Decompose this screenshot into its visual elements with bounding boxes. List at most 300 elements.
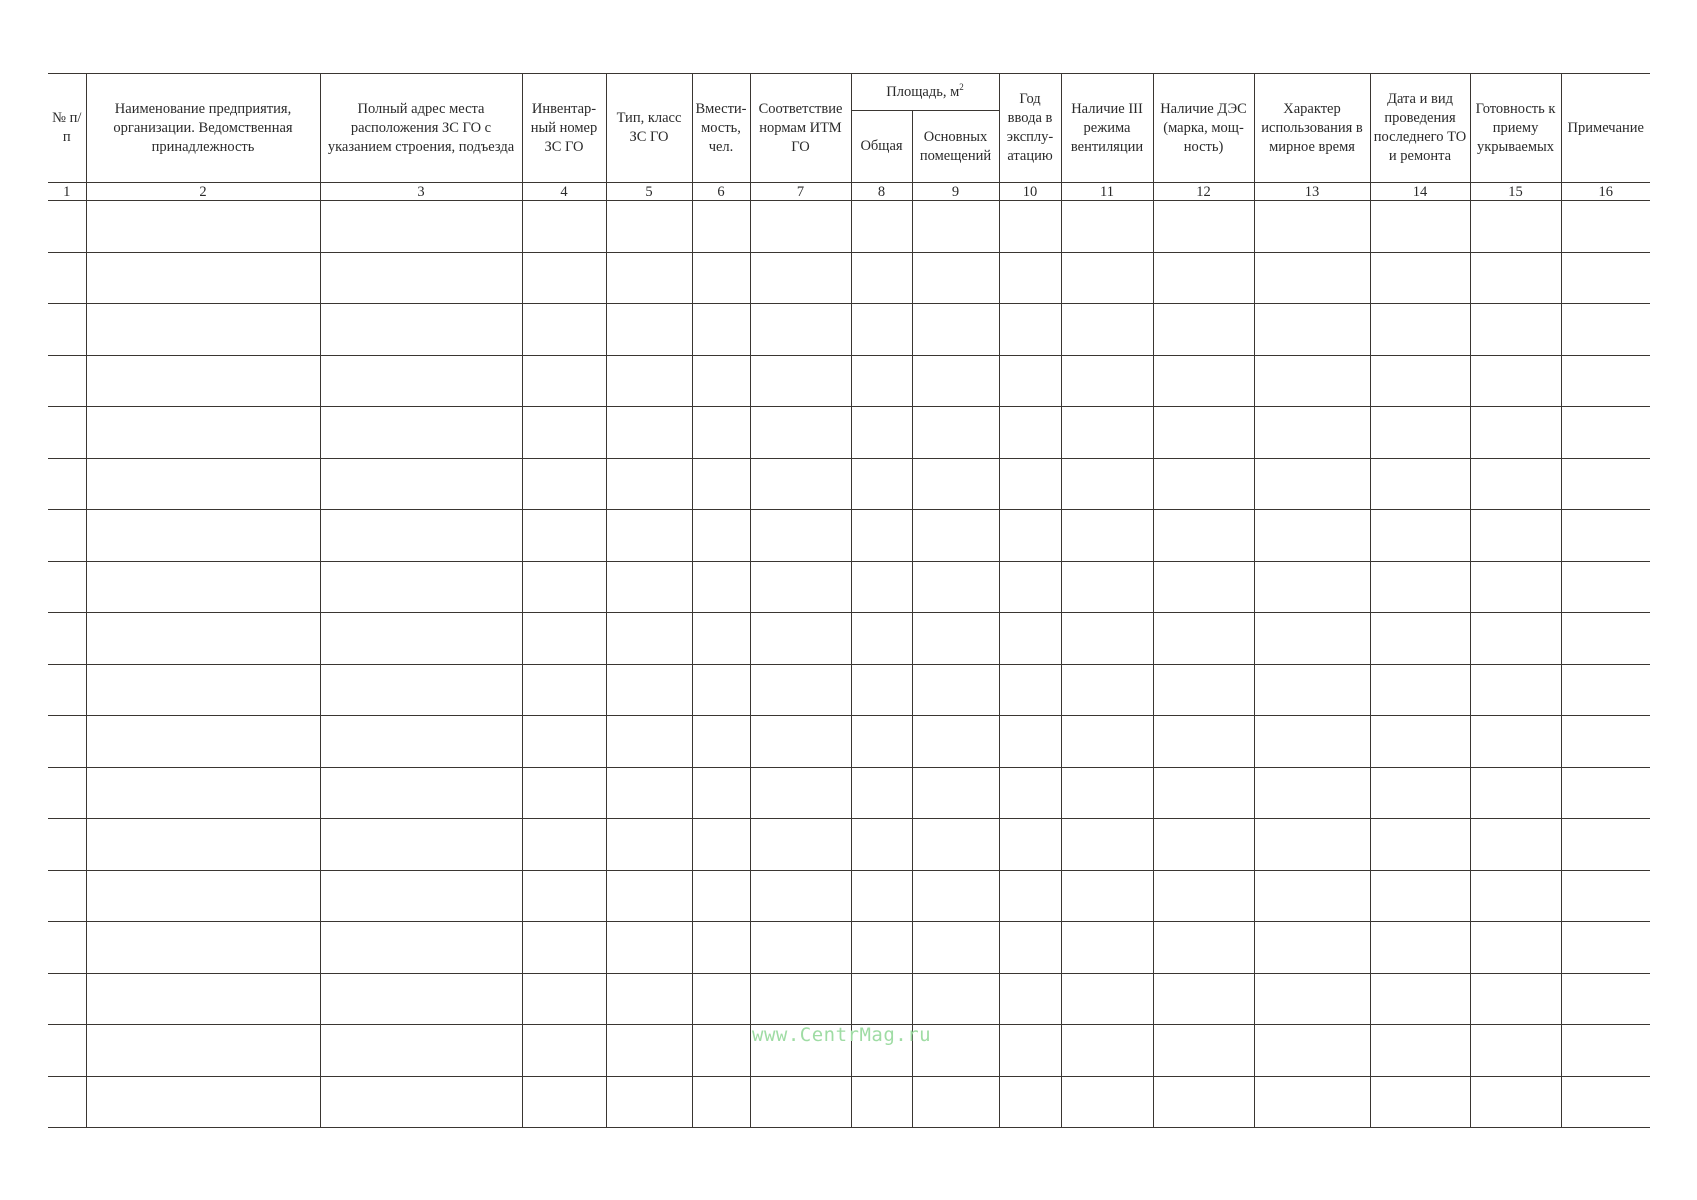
empty-cell[interactable] [1470,716,1561,768]
empty-cell[interactable] [320,407,522,459]
empty-cell[interactable] [48,819,86,871]
empty-cell[interactable] [86,304,320,356]
empty-cell[interactable] [48,922,86,974]
empty-cell[interactable] [750,355,851,407]
empty-cell[interactable] [320,510,522,562]
empty-cell[interactable] [86,201,320,253]
empty-cell[interactable] [1561,973,1650,1025]
empty-cell[interactable] [999,1076,1061,1128]
empty-cell[interactable] [522,767,606,819]
empty-cell[interactable] [1370,767,1470,819]
column-number: 13 [1254,183,1370,201]
empty-cell[interactable] [606,664,692,716]
empty-cell[interactable] [851,304,912,356]
empty-cell[interactable] [851,510,912,562]
empty-cell[interactable] [1370,922,1470,974]
empty-cell[interactable] [912,716,999,768]
empty-cell[interactable] [86,407,320,459]
empty-cell[interactable] [692,613,750,665]
empty-cell[interactable] [750,1076,851,1128]
empty-cell[interactable] [48,1025,86,1077]
empty-cell[interactable] [1561,870,1650,922]
empty-cell[interactable] [1370,201,1470,253]
empty-cell[interactable] [750,407,851,459]
empty-cell[interactable] [999,973,1061,1025]
empty-cell[interactable] [912,201,999,253]
empty-cell[interactable] [1370,458,1470,510]
empty-cell[interactable] [1561,510,1650,562]
empty-cell[interactable] [522,304,606,356]
shelter-register-table [48,73,1650,1128]
empty-cell[interactable] [606,355,692,407]
empty-cell[interactable] [1153,304,1254,356]
empty-cell[interactable] [1153,716,1254,768]
empty-cell[interactable] [912,510,999,562]
empty-cell[interactable] [606,458,692,510]
empty-cell[interactable] [1470,870,1561,922]
empty-cell[interactable] [1254,716,1370,768]
empty-cell[interactable] [692,407,750,459]
empty-cell[interactable] [692,304,750,356]
empty-cell[interactable] [606,819,692,871]
empty-cell[interactable] [522,973,606,1025]
empty-cell[interactable] [522,510,606,562]
empty-cell[interactable] [1254,767,1370,819]
table-row [48,510,1650,562]
empty-cell[interactable] [1561,561,1650,613]
empty-cell[interactable] [1561,1025,1650,1077]
empty-cell[interactable] [86,458,320,510]
empty-cell[interactable] [48,1076,86,1128]
empty-cell[interactable] [1254,1025,1370,1077]
empty-cell[interactable] [606,613,692,665]
empty-cell[interactable] [692,201,750,253]
empty-cell[interactable] [1061,767,1153,819]
empty-cell[interactable] [1254,561,1370,613]
empty-cell[interactable] [1370,1025,1470,1077]
empty-cell[interactable] [1561,613,1650,665]
empty-cell[interactable] [1153,561,1254,613]
column-number: 4 [522,183,606,201]
empty-cell[interactable] [48,767,86,819]
empty-cell[interactable] [1061,664,1153,716]
empty-cell[interactable] [692,973,750,1025]
empty-cell[interactable] [851,407,912,459]
empty-cell[interactable] [320,304,522,356]
empty-cell[interactable] [692,252,750,304]
empty-cell[interactable] [692,716,750,768]
empty-cell[interactable] [851,664,912,716]
empty-cell[interactable] [1061,407,1153,459]
empty-cell[interactable] [912,613,999,665]
column-number: 1 [48,183,86,201]
empty-cell[interactable] [1561,458,1650,510]
empty-cell[interactable] [86,561,320,613]
empty-cell[interactable] [606,304,692,356]
empty-cell[interactable] [851,767,912,819]
empty-cell[interactable] [1561,355,1650,407]
column-number: 2 [86,183,320,201]
empty-cell[interactable] [851,201,912,253]
empty-cell[interactable] [48,664,86,716]
empty-cell[interactable] [1470,973,1561,1025]
empty-cell[interactable] [1470,407,1561,459]
empty-cell[interactable] [1254,201,1370,253]
empty-cell[interactable] [1370,664,1470,716]
empty-cell[interactable] [1470,304,1561,356]
empty-cell[interactable] [1061,510,1153,562]
empty-cell[interactable] [48,510,86,562]
empty-cell[interactable] [1061,201,1153,253]
empty-cell[interactable] [320,252,522,304]
empty-cell[interactable] [851,819,912,871]
empty-cell[interactable] [1153,458,1254,510]
empty-cell[interactable] [750,304,851,356]
empty-cell[interactable] [1470,252,1561,304]
empty-cell[interactable] [692,819,750,871]
empty-cell[interactable] [1254,819,1370,871]
empty-cell[interactable] [999,201,1061,253]
empty-cell[interactable] [1561,304,1650,356]
empty-cell[interactable] [1254,458,1370,510]
empty-cell[interactable] [1254,613,1370,665]
empty-cell[interactable] [1153,201,1254,253]
header-area-group [851,74,999,111]
empty-cell[interactable] [1254,922,1370,974]
empty-cell[interactable] [1061,922,1153,974]
empty-cell[interactable] [522,870,606,922]
empty-cell[interactable] [1470,458,1561,510]
empty-cell[interactable] [851,716,912,768]
empty-cell[interactable] [912,561,999,613]
empty-cell[interactable] [1561,201,1650,253]
empty-cell[interactable] [912,355,999,407]
empty-cell[interactable] [320,767,522,819]
empty-cell[interactable] [1470,922,1561,974]
empty-cell[interactable] [1061,870,1153,922]
table-row [48,407,1650,459]
empty-cell[interactable] [522,561,606,613]
empty-cell[interactable] [999,304,1061,356]
empty-cell[interactable] [86,1025,320,1077]
empty-cell[interactable] [606,1076,692,1128]
empty-cell[interactable] [750,819,851,871]
empty-cell[interactable] [1470,561,1561,613]
empty-cell[interactable] [1470,819,1561,871]
empty-cell[interactable] [1370,304,1470,356]
empty-cell[interactable] [851,870,912,922]
empty-cell[interactable] [522,664,606,716]
empty-cell[interactable] [1061,973,1153,1025]
empty-cell[interactable] [48,201,86,253]
empty-cell[interactable] [1153,407,1254,459]
empty-cell[interactable] [1254,304,1370,356]
column-number: 14 [1370,183,1470,201]
empty-cell[interactable] [999,1025,1061,1077]
empty-cell[interactable] [320,1076,522,1128]
empty-cell[interactable] [692,767,750,819]
empty-cell[interactable] [692,355,750,407]
empty-cell[interactable] [48,407,86,459]
empty-cell[interactable] [522,922,606,974]
empty-cell[interactable] [320,870,522,922]
empty-cell[interactable] [851,973,912,1025]
empty-cell[interactable] [1470,1025,1561,1077]
empty-cell[interactable] [1561,716,1650,768]
empty-cell[interactable] [1370,1076,1470,1128]
empty-cell[interactable] [692,561,750,613]
empty-cell[interactable] [1254,510,1370,562]
empty-cell[interactable] [1561,1076,1650,1128]
empty-cell[interactable] [999,252,1061,304]
header-note: Примечание [1561,74,1650,183]
empty-cell[interactable] [912,922,999,974]
empty-cell[interactable] [999,922,1061,974]
empty-cell[interactable] [851,561,912,613]
empty-cell[interactable] [1370,561,1470,613]
empty-cell[interactable] [86,973,320,1025]
empty-cell[interactable] [48,252,86,304]
empty-cell[interactable] [86,870,320,922]
empty-cell[interactable] [912,819,999,871]
empty-cell[interactable] [912,407,999,459]
empty-cell[interactable] [750,922,851,974]
empty-cell[interactable] [86,613,320,665]
empty-cell[interactable] [606,870,692,922]
empty-cell[interactable] [999,716,1061,768]
empty-cell[interactable] [999,819,1061,871]
empty-cell[interactable] [320,973,522,1025]
empty-cell[interactable] [48,613,86,665]
empty-cell[interactable] [1470,355,1561,407]
empty-cell[interactable] [1061,458,1153,510]
empty-cell[interactable] [750,561,851,613]
empty-cell[interactable] [750,252,851,304]
empty-cell[interactable] [606,1025,692,1077]
empty-cell[interactable] [1061,1076,1153,1128]
table-row [48,819,1650,871]
empty-cell[interactable] [606,510,692,562]
empty-cell[interactable] [999,510,1061,562]
empty-cell[interactable] [320,1025,522,1077]
empty-cell[interactable] [1370,973,1470,1025]
empty-cell[interactable] [1561,922,1650,974]
empty-cell[interactable] [522,407,606,459]
empty-cell[interactable] [86,819,320,871]
empty-cell[interactable] [1254,664,1370,716]
empty-cell[interactable] [912,252,999,304]
empty-cell[interactable] [851,613,912,665]
empty-cell[interactable] [86,922,320,974]
empty-cell[interactable] [692,870,750,922]
empty-cell[interactable] [320,355,522,407]
empty-cell[interactable] [912,664,999,716]
empty-cell[interactable] [851,355,912,407]
empty-cell[interactable] [750,613,851,665]
empty-cell[interactable] [522,1025,606,1077]
empty-cell[interactable] [999,767,1061,819]
empty-cell[interactable] [86,664,320,716]
empty-cell[interactable] [522,819,606,871]
empty-cell[interactable] [692,458,750,510]
empty-cell[interactable] [692,664,750,716]
empty-cell[interactable] [86,1076,320,1128]
empty-cell[interactable] [606,973,692,1025]
empty-cell[interactable] [606,767,692,819]
empty-cell[interactable] [1254,407,1370,459]
empty-cell[interactable] [1561,407,1650,459]
empty-cell[interactable] [999,561,1061,613]
empty-cell[interactable] [86,716,320,768]
empty-cell[interactable] [522,716,606,768]
empty-cell[interactable] [1153,664,1254,716]
empty-cell[interactable] [750,458,851,510]
empty-cell[interactable] [999,870,1061,922]
empty-cell[interactable] [1061,561,1153,613]
empty-cell[interactable] [86,510,320,562]
empty-cell[interactable] [320,458,522,510]
empty-cell[interactable] [48,458,86,510]
empty-cell[interactable] [1370,510,1470,562]
empty-cell[interactable] [48,355,86,407]
empty-cell[interactable] [606,716,692,768]
empty-cell[interactable] [1153,819,1254,871]
empty-cell[interactable] [750,510,851,562]
empty-cell[interactable] [48,870,86,922]
empty-cell[interactable] [851,922,912,974]
empty-cell[interactable] [606,201,692,253]
empty-cell[interactable] [1370,870,1470,922]
empty-cell[interactable] [692,510,750,562]
empty-cell[interactable] [86,767,320,819]
empty-cell[interactable] [320,561,522,613]
empty-cell[interactable] [999,613,1061,665]
empty-cell[interactable] [606,922,692,974]
empty-cell[interactable] [1370,407,1470,459]
empty-cell[interactable] [1061,1025,1153,1077]
empty-cell[interactable] [692,922,750,974]
empty-cell[interactable] [86,355,320,407]
column-number: 12 [1153,183,1254,201]
empty-cell[interactable] [1061,252,1153,304]
empty-cell[interactable] [522,201,606,253]
empty-cell[interactable] [750,870,851,922]
empty-cell[interactable] [912,973,999,1025]
empty-cell[interactable] [1153,767,1254,819]
empty-cell[interactable] [1561,252,1650,304]
empty-cell[interactable] [1061,355,1153,407]
empty-cell[interactable] [48,716,86,768]
empty-cell[interactable] [912,458,999,510]
empty-cell[interactable] [1153,1076,1254,1128]
empty-cell[interactable] [1561,819,1650,871]
empty-cell[interactable] [1061,819,1153,871]
empty-cell[interactable] [1254,1076,1370,1128]
empty-cell[interactable] [1153,870,1254,922]
empty-cell[interactable] [1561,664,1650,716]
empty-cell[interactable] [522,613,606,665]
empty-cell[interactable] [48,304,86,356]
empty-cell[interactable] [522,458,606,510]
empty-cell[interactable] [1370,355,1470,407]
column-number: 10 [999,183,1061,201]
empty-cell[interactable] [1470,510,1561,562]
empty-cell[interactable] [86,252,320,304]
empty-cell[interactable] [1370,716,1470,768]
empty-cell[interactable] [851,1076,912,1128]
empty-cell[interactable] [1370,819,1470,871]
header-area-label: Площадь, м [886,83,960,100]
empty-cell[interactable] [912,304,999,356]
empty-cell[interactable] [912,767,999,819]
empty-cell[interactable] [320,613,522,665]
empty-cell[interactable] [1254,355,1370,407]
empty-cell[interactable] [606,407,692,459]
empty-cell[interactable] [320,922,522,974]
empty-cell[interactable] [1061,613,1153,665]
empty-cell[interactable] [912,1076,999,1128]
empty-cell[interactable] [750,973,851,1025]
empty-cell[interactable] [1153,252,1254,304]
empty-cell[interactable] [1470,1076,1561,1128]
empty-cell[interactable] [48,561,86,613]
empty-cell[interactable] [750,664,851,716]
empty-cell[interactable] [999,664,1061,716]
empty-cell[interactable] [1254,973,1370,1025]
empty-cell[interactable] [606,561,692,613]
empty-cell[interactable] [750,716,851,768]
empty-cell[interactable] [606,252,692,304]
empty-cell[interactable] [1061,716,1153,768]
empty-cell[interactable] [1153,510,1254,562]
empty-cell[interactable] [1470,201,1561,253]
empty-cell[interactable] [1470,664,1561,716]
empty-cell[interactable] [320,716,522,768]
empty-cell[interactable] [1254,870,1370,922]
empty-cell[interactable] [1561,767,1650,819]
empty-cell[interactable] [522,1076,606,1128]
empty-cell[interactable] [1153,922,1254,974]
empty-cell[interactable] [1061,304,1153,356]
empty-cell[interactable] [999,355,1061,407]
empty-cell[interactable] [750,767,851,819]
empty-cell[interactable] [1254,252,1370,304]
empty-cell[interactable] [912,870,999,922]
empty-cell[interactable] [522,355,606,407]
empty-cell[interactable] [851,458,912,510]
empty-cell[interactable] [851,252,912,304]
empty-cell[interactable] [750,201,851,253]
table-row [48,922,1650,974]
empty-cell[interactable] [320,201,522,253]
empty-cell[interactable] [320,819,522,871]
empty-cell[interactable] [999,458,1061,510]
empty-cell[interactable] [1153,613,1254,665]
empty-cell[interactable] [1470,613,1561,665]
empty-cell[interactable] [1153,973,1254,1025]
empty-cell[interactable] [1370,252,1470,304]
empty-cell[interactable] [1370,613,1470,665]
empty-cell[interactable] [692,1076,750,1128]
empty-cell[interactable] [692,1025,750,1077]
empty-cell[interactable] [999,407,1061,459]
empty-cell[interactable] [522,252,606,304]
empty-cell[interactable] [1153,355,1254,407]
empty-cell[interactable] [1153,1025,1254,1077]
empty-cell[interactable] [48,973,86,1025]
empty-cell[interactable] [320,664,522,716]
empty-cell[interactable] [1470,767,1561,819]
